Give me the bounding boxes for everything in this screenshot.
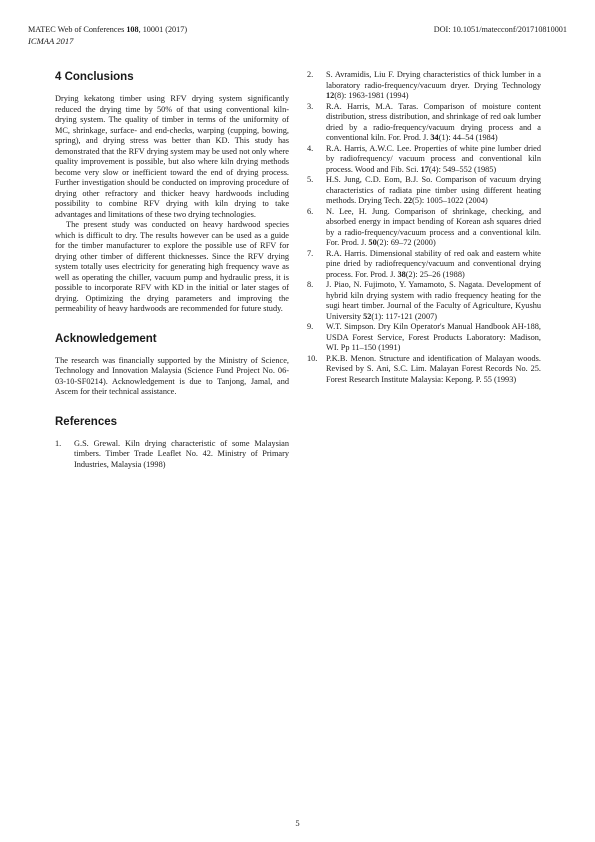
references-list-right: [307, 70, 541, 385]
reference-pages: (1): 117-121 (2007): [371, 311, 437, 321]
reference-pages: (5): 1005–1022 (2004): [412, 196, 488, 205]
reference-volume: 22: [403, 196, 413, 205]
reference-text: S. Avramidis, Liu F. Drying characteristics of thick lumber in a laboratory radio-frequency/vacuum dryer. Drying Technology: [326, 70, 541, 90]
article-number: , 10001 (2017): [138, 25, 188, 34]
reference-number: 7.: [307, 248, 314, 258]
reference-item: [307, 144, 541, 176]
reference-item: [307, 354, 541, 386]
references-heading: References: [55, 415, 118, 428]
reference-item: [307, 175, 541, 207]
journal-prefix: MATEC Web of Conferences: [28, 25, 127, 34]
reference-number: 4.: [307, 143, 314, 153]
reference-volume: 52: [363, 311, 372, 321]
conference-name: ICMAA 2017: [28, 36, 74, 46]
reference-item: [307, 102, 541, 144]
reference-text: R.A. Harris, A.W.C. Lee. Properties of white pine lumber dried by radiofrequency/ vacuum process and conventional kiln process. Wood and Fib. Sci.: [326, 143, 541, 174]
reference-item: [307, 70, 541, 102]
reference-number: 8.: [307, 280, 314, 289]
reference-text: W.T. Simpson. Dry Kiln Operator's Manual Handbook AH-188, USDA Forest Service, Forest Products Laboratory: Madison, WI. Pp 11–150 (1991): [326, 322, 541, 352]
reference-pages: (8): 1963-1981 (1994): [334, 91, 409, 100]
reference-item: [307, 322, 541, 354]
conclusions-paragraph-1: Drying kekatong timber using RFV drying system significantly reduced the drying time by 50% of that using conventional kiln-drying system. The quality of timber in terms of the uniformity of MC, shrinkage, surface- and end-checks, warping (cupping, bowing, spring), and drying stress was better than KD. This study has demonstrated that the RFV drying system may be used not only where quality improvement is possible, but also where kiln drying methods become very slow or inefficient toward the end of drying process. Further investigation should be conducted on improving procedure of drying other refractory and thicker heavy hardwoods including possibility to combine RFV drying with kiln drying to take advantages and limitations of these two drying technologies.: [55, 94, 289, 219]
reference-number: 5.: [307, 175, 314, 184]
reference-number: 2.: [307, 70, 314, 79]
conclusions-paragraph-2: The present study was conducted on heavy hardwood species which is difficult to dry. The results however can be used as a guide for the timber manufacturer to explore the possible use of RFV for drying other timber of different thicknesses. Since the RFV drying system totally uses electricity for generating high frequency wave as well as operating the chiller, vacuum pump and hydraulic press, it is possible to incorporate RFV with KD in the initial or later stages of drying. Optimizing the drying parameters and improving the permeability of heavy hardwoods are recommended for future study.: [55, 220, 289, 313]
conclusions-heading: 4 Conclusions: [55, 71, 134, 83]
reference-text: H.S. Jung, C.D. Eom, B.J. So. Comparison of vacuum drying characteristics of radiata pine timber using different heating methods. Drying Tech.: [326, 175, 541, 205]
reference-item: [307, 280, 541, 322]
conclusions-section: [55, 70, 289, 315]
reference-pages: (2): 69–72 (2000): [376, 238, 436, 247]
reference-number: 10.: [307, 353, 318, 363]
doi: DOI: 10.1051/matecconf/201710810001: [433, 25, 567, 34]
reference-text: P.K.B. Menon. Structure and identification of Malayan woods. Revised by S. Ani, S.C. Lim. Malayan Forest Records No. 25. Forest Research Institute Malaysia: Kepong. P. 55 (1993): [326, 353, 541, 384]
journal-volume: 108: [126, 25, 139, 34]
reference-text: G.S. Grewal. Kiln drying characteristic of some Malaysian timbers. Timber Trade Leaflet No. 42. Ministry of Primary Industries, Malaysia (1998): [74, 438, 289, 469]
reference-volume: 38: [397, 269, 406, 279]
reference-text: N. Lee, H. Jung. Comparison of shrinkage, checking, and absorbed energy in impact bending of Korean ash squares dried by a radio-frequency/vacuum process and a conventional kiln. For. Prod. J.: [326, 206, 541, 247]
reference-pages: (2): 25–26 (1988): [405, 269, 465, 279]
references-list-left: [55, 439, 289, 471]
reference-volume: 34: [430, 133, 439, 142]
left-column: [55, 70, 289, 487]
right-column: [307, 70, 541, 385]
reference-item: [307, 249, 541, 281]
reference-item: [55, 439, 289, 471]
reference-number: 6.: [307, 206, 314, 216]
reference-number: 9.: [307, 322, 314, 331]
reference-volume: 50: [368, 238, 377, 247]
reference-number: 3.: [307, 101, 314, 111]
reference-pages: (4): 549–552 (1985): [428, 164, 497, 174]
reference-pages: (1): 44–54 (1984): [438, 133, 498, 142]
journal-citation: [28, 25, 187, 34]
reference-number: 1.: [55, 438, 62, 448]
reference-volume: 17: [420, 164, 429, 174]
reference-text: J. Piao, N. Fujimoto, Y. Yamamoto, S. Nagata. Development of hybrid kiln drying system with radio frequency heating for the sugi heart timber. Journal of the Faculty of Agriculture, Kyushu University: [326, 280, 541, 321]
reference-text: R.A. Harris. Dimensional stability of red oak and eastern white pine dried by radiofrequency/vacuum and conventional drying process. For. Prod. J.: [326, 248, 541, 279]
reference-volume: 12: [326, 91, 335, 100]
acknowledgement-heading: Acknowledgement: [55, 332, 157, 345]
reference-text: R.A. Harris, M.A. Taras. Comparison of moisture content distribution, stress distribution, and shrinkage of red oak lumber dried by a radio-frequency/vacuum drying process and a conventional kiln. For. Prod. J.: [326, 101, 541, 142]
references-section: [55, 415, 289, 471]
page-number: 5: [295, 818, 300, 828]
acknowledgement-section: [55, 332, 289, 398]
reference-item: [307, 207, 541, 249]
acknowledgement-text: The research was financially supported by the Ministry of Science, Technology and Innovation Malaysia (Science Fund Project No. 06-03-10-SF0214). Acknowledgement is due to Tanjong, Jamal, and Ascem for their technical assistance.: [55, 355, 289, 396]
